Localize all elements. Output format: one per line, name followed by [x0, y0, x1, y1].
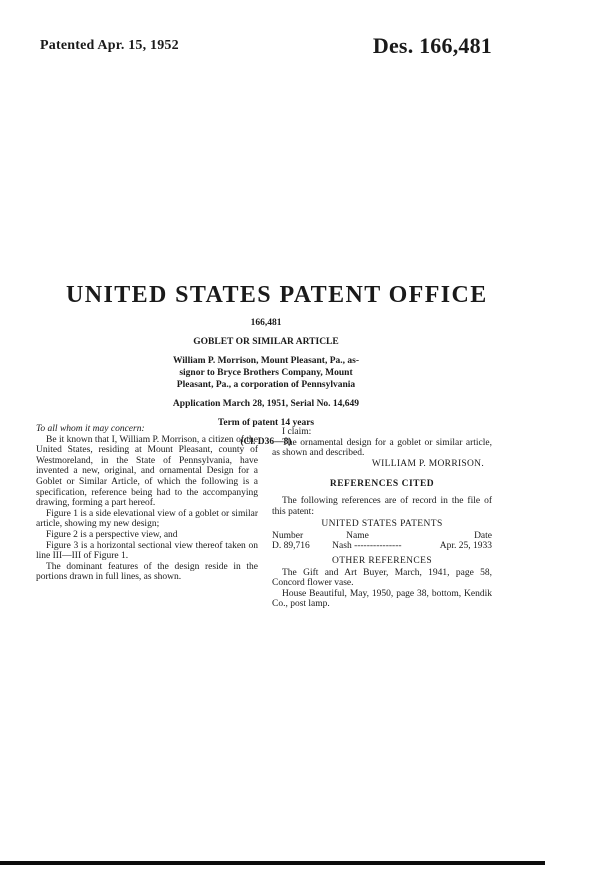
claim-label: I claim: — [282, 427, 312, 437]
inventor-signature: WILLIAM P. MORRISON. — [371, 458, 484, 469]
salutation: To all whom it may concern: — [36, 424, 145, 434]
col-date-header: Date — [474, 530, 492, 541]
other-references-heading: OTHER REFERENCES — [331, 555, 433, 566]
bottom-rule — [0, 861, 545, 865]
spec-paragraph: Figure 3 is a horizontal sectional view thereof taken on line III—III of Figure 1. — [36, 540, 258, 562]
patent-term: Term of patent 14 years — [217, 418, 315, 428]
other-reference: The Gift and Art Buyer, March, 1941, page 58, Concord flower vase. — [272, 567, 492, 589]
classification: (Cl. D36—8) — [240, 437, 292, 447]
patent-title: GOBLET OR SIMILAR ARTICLE — [193, 337, 339, 347]
office-title: UNITED STATES PATENT OFFICE — [66, 282, 488, 308]
references-heading: REFERENCES CITED — [329, 479, 435, 490]
patent-number-cell: D. 89,716 — [272, 541, 310, 552]
table-row — [272, 541, 492, 552]
spec-paragraph: Figure 1 is a side elevational view of a goblet or similar article, showing my new design; — [36, 508, 258, 530]
design-number-header: Des. 166,481 — [372, 33, 492, 58]
application-info: Application March 28, 1951, Serial No. 14,649 — [172, 399, 360, 409]
spec-paragraph: The dominant features of the design reside in the portions drawn in full lines, as shown. — [36, 561, 258, 583]
references-intro: The following references are of record in the file of this patent: — [272, 495, 492, 517]
specification-column — [36, 424, 258, 583]
other-reference: House Beautiful, May, 1950, page 38, bottom, Kendik Co., post lamp. — [272, 588, 492, 610]
col-name-header: Name — [346, 530, 369, 541]
inventor-line-2: signor to Bryce Brothers Company, Mount — [179, 368, 353, 378]
patent-number: 166,481 — [250, 318, 282, 328]
patent-date-header: Patented Apr. 15, 1952 — [40, 38, 179, 53]
spec-paragraph: Figure 2 is a perspective view, and — [46, 529, 178, 540]
inventor-line-1: William P. Morrison, Mount Pleasant, Pa., as- — [172, 356, 360, 366]
spec-paragraph: Be it known that I, William P. Morrison, a citizen of the United States, residing at Mount Pleasant, county of Westmoreland, in the State of Pennsylvania, have invented a new, original, and ornamental Design for a Goblet or Similar Article, of which the following is a specification, reference being had to the accompanying drawing, forming a part hereof. — [36, 434, 258, 509]
patent-name-cell: Nash --------------- — [332, 541, 402, 552]
patents-table — [272, 531, 492, 552]
patents-table-header — [272, 531, 492, 542]
patent-date-cell: Apr. 25, 1933 — [439, 541, 492, 552]
claim-text: The ornamental design for a goblet or similar article, as shown and described. — [272, 437, 492, 459]
col-number-header: Number — [272, 530, 304, 541]
us-patents-heading: UNITED STATES PATENTS — [321, 519, 443, 530]
inventor-line-3: Pleasant, Pa., a corporation of Pennsylvania — [176, 380, 356, 390]
claims-column — [272, 427, 492, 610]
